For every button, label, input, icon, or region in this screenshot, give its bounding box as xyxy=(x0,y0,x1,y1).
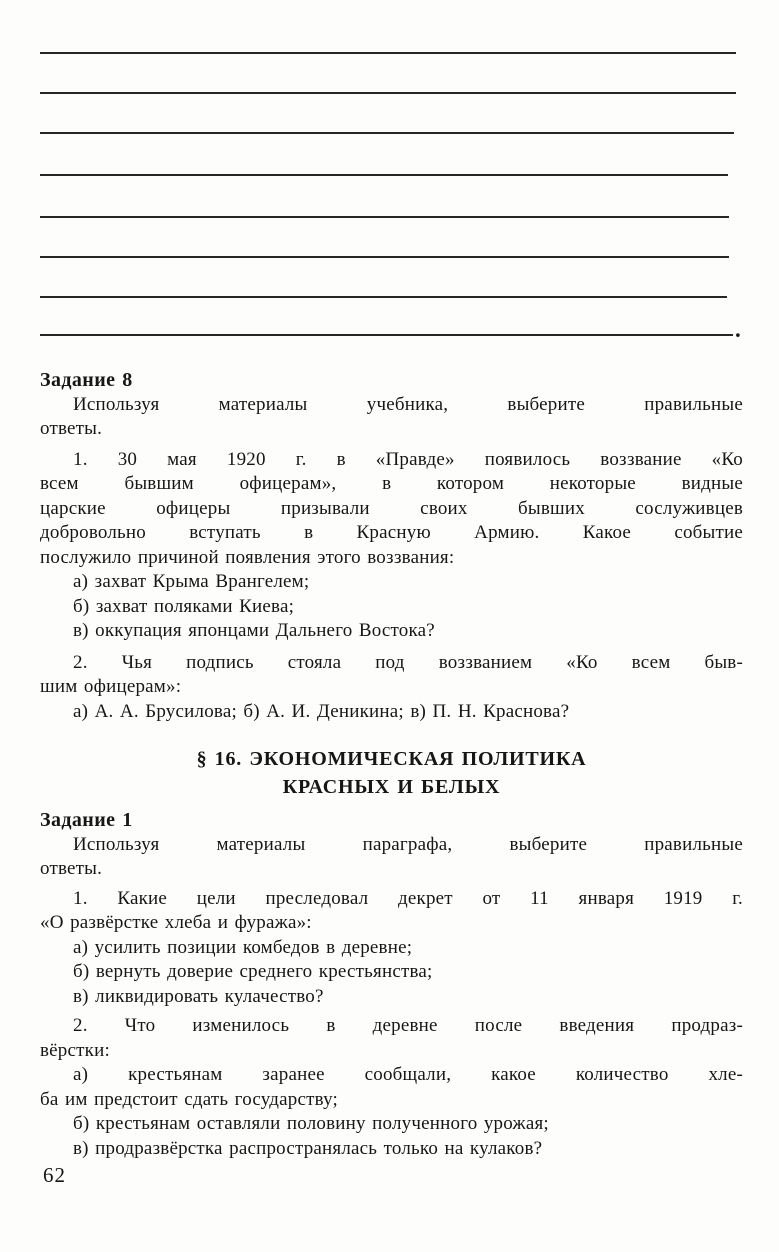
task1-q1-option-c: в) ликвидировать кулачество? xyxy=(73,985,324,1007)
task1-heading: Задание 1 xyxy=(40,809,133,831)
text-column xyxy=(40,0,743,1161)
task1-intro-line-1: Используя материалы параграфа, выберите правильные xyxy=(73,833,743,855)
task1-q2-line-1: 2. Что изменилось в деревне после введения продраз- xyxy=(73,1015,743,1036)
task8-q1-option-a: а) захват Крыма Врангелем; xyxy=(73,571,310,592)
task1-q1-line-1: 1. Какие цели преследовал декрет от 11 января 1919 г. xyxy=(73,887,743,909)
task8-q1-line-4: добровольно вступать в Красную Армию. Какое событие xyxy=(40,522,743,543)
task1-intro-line-2: ответы. xyxy=(40,858,103,879)
writing-line-trailing-period: . xyxy=(735,317,741,342)
section-title-line-1: § 16. ЭКОНОМИЧЕСКАЯ ПОЛИТИКА xyxy=(196,748,587,770)
task1-q2-line-2: вёрстки: xyxy=(40,1039,110,1061)
page-number: 62 xyxy=(43,1163,66,1187)
task8-q1-option-c: в) оккупация японцами Дальнего Востока? xyxy=(73,620,435,641)
task1-q2-option-c: в) продразвёрстка распространялась только на кулаков? xyxy=(73,1137,543,1159)
task1-q2-option-a-line-1: а) крестьянам заранее сообщали, какое количество хле- xyxy=(73,1064,743,1085)
task8-q2-line-1: 2. Чья подпись стояла под воззванием «Ко всем быв- xyxy=(73,651,743,673)
task1-q2-option-a-line-2: ба им предстоит сдать государству; xyxy=(40,1088,339,1110)
task8-intro-line-2: ответы. xyxy=(40,418,103,439)
task8-q1-line-5: послужило причиной появления этого воззвания: xyxy=(40,546,455,568)
task1-q2-option-b: б) крестьянам оставляли половину полученного урожая; xyxy=(73,1113,549,1134)
task1-q1-option-a: а) усилить позиции комбедов в деревне; xyxy=(73,936,413,958)
task8-heading: Задание 8 xyxy=(40,369,133,391)
task8-q1-line-1: 1. 30 мая 1920 г. в «Правде» появилось воззвание «Ко xyxy=(73,448,743,470)
section-title-line-2: КРАСНЫХ И БЕЛЫХ xyxy=(282,776,501,798)
task8-q1-option-b: б) захват поляками Киева; xyxy=(73,595,295,617)
task1-q1-line-2: «О развёрстке хлеба и фуража»: xyxy=(40,912,312,933)
task1-q1-option-b: б) вернуть доверие среднего крестьянства; xyxy=(73,961,433,982)
task8-q1-line-3: царские офицеры призывали своих бывших сослуживцев xyxy=(40,497,743,519)
task8-intro-line-1: Используя материалы учебника, выберите правильные xyxy=(73,393,743,415)
task8-q2-options: а) А. А. Брусилова; б) А. И. Деникина; в) П. Н. Краснова? xyxy=(73,700,570,722)
task8-q2-line-2: шим офицерам»: xyxy=(40,676,182,697)
task8-q1-line-2: всем бывшим офицерам», в котором некоторые видные xyxy=(40,473,743,494)
